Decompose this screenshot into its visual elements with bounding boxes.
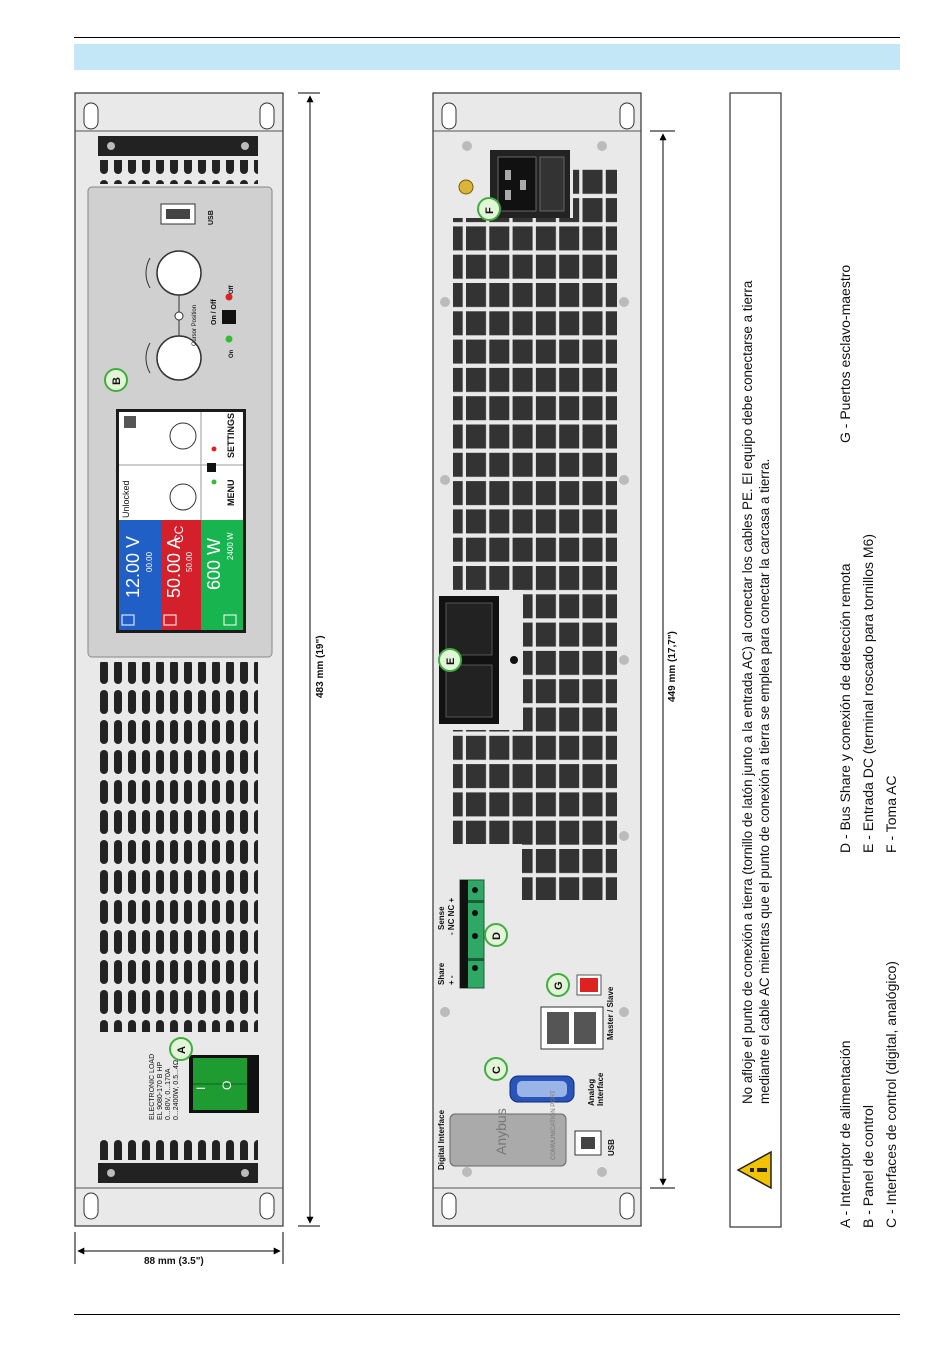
legend-item: C - Interfaces de control (digital, analógico) [883,961,899,1228]
rear-usb-label: USB [607,1139,616,1156]
display-current-set: 50.00 [185,551,194,572]
legend-item: B - Panel de control [860,1105,876,1228]
ground-screw [459,180,473,194]
rear-length-label: 449 mm (17,7") [667,631,678,702]
legend-col-3 [834,265,857,443]
legend-item: F - Toma AC [883,775,899,853]
rear-view [433,93,641,1226]
master-slave-label: Master / Slave [606,986,615,1040]
marker-b: B [111,377,123,385]
marker-f: F [484,207,496,214]
share-label: Share [437,962,446,985]
sense-label: Sense [437,906,446,930]
display-settings-button[interactable]: SETTINGS [226,412,236,458]
legend-item: A - Interruptor de alimentación [837,1040,853,1228]
onoff-button[interactable] [222,310,236,324]
warning-text-line: No afloje el punto de conexión a tierra (tornillo de latón junto a la entrada AC) al conectar los cables PE. El equipo debe conectarse a tierra [740,280,755,1104]
display-current-mode: CC [172,525,186,543]
legend-col-2 [834,534,903,853]
anybus-sublabel: COMMUNICATION PORT [551,1090,557,1160]
knob-label: Cursor Position [192,304,198,346]
anybus-label: Anybus [493,1108,509,1155]
front-length-label: 483 mm (19") [315,635,326,698]
display-power-set: 2400 W [226,532,235,560]
sense-pins: - NC NC + [447,897,456,935]
analog-interface-label: Analog Interface [587,1072,605,1106]
marker-c: C [491,1066,503,1074]
marker-d: D [491,932,503,940]
warning-text [739,281,773,1104]
display-voltage-set: 00.00 [145,551,154,572]
off-label: Off [229,285,235,294]
onoff-label: On / Off [211,299,218,325]
display-status: Unlocked [121,480,131,518]
legend-item: G - Puertos esclavo-maestro [837,264,853,443]
marker-e: E [445,657,457,665]
on-label: On [229,349,235,358]
model-line: 0...80V, 0...170A [165,1068,172,1120]
model-line: 0...2400W, 0.5...4Ω [173,1059,180,1120]
display-power: 600 W [204,537,224,590]
legend-item: D - Bus Share y conexión de detección remota [837,563,853,853]
legend-col-1 [834,961,903,1228]
marker-a: A [176,1046,188,1054]
switch-on-symbol: I [194,1086,208,1090]
display-current: 50.00 A [164,536,184,598]
warning-text-line: mediante el cable AC mientras que el punto de conexión a tierra se emplea para conectar la carcasa a tierra. [757,458,772,1104]
model-line: ELECTRONIC LOAD [149,1053,156,1120]
knob-top[interactable] [157,251,201,295]
display-voltage: 12.00 V [123,535,143,598]
digital-interface-label: Digital Interface [437,1109,446,1170]
model-label [149,1054,181,1120]
model-line: EL 9080-170 B HP [157,1061,164,1120]
width-dimension-label: 88 mm (3.5") [144,1256,204,1267]
switch-off-symbol: O [220,1080,234,1090]
marker-g: G [553,981,565,990]
share-pins: + - [447,975,456,985]
legend-item: E - Entrada DC (terminal roscado para tornillos M6) [860,533,876,853]
front-usb-label: USB [208,210,215,225]
display-menu-button[interactable]: MENU [226,479,236,506]
